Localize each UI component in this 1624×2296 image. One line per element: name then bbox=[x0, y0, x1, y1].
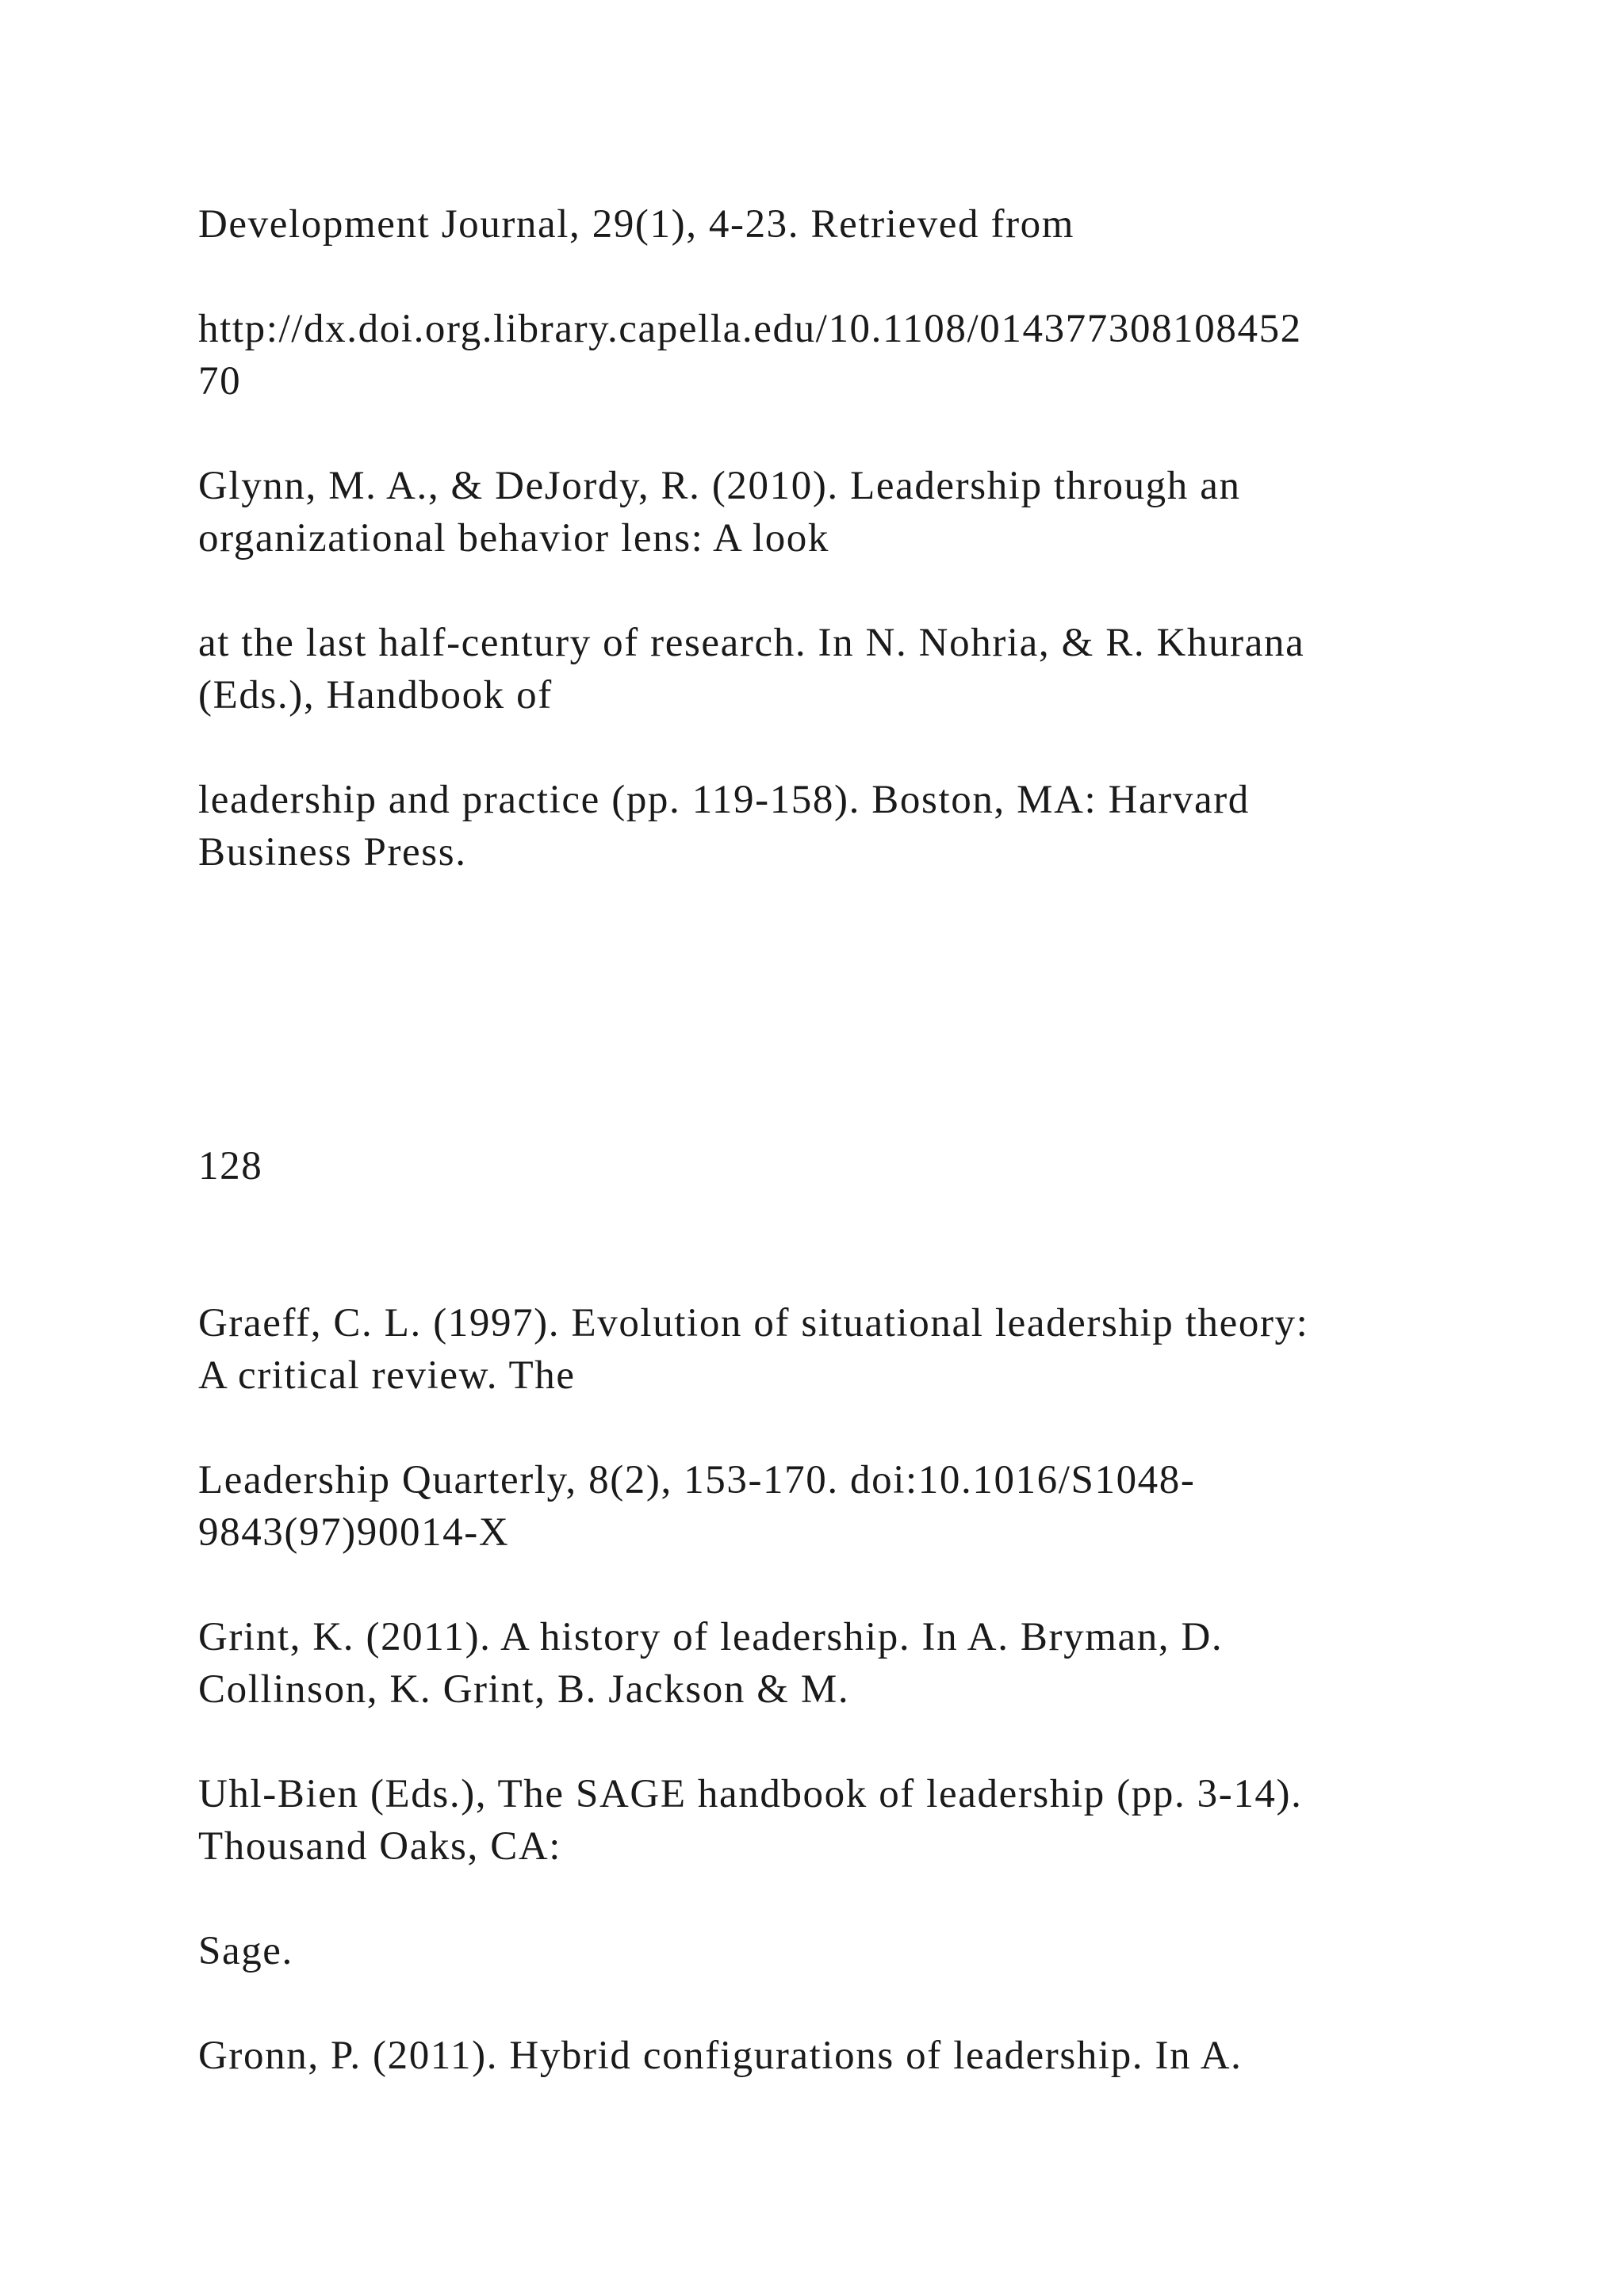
reference-glynn-dejordy-publisher bbox=[198, 774, 1546, 878]
text-line: Thousand Oaks, CA: bbox=[198, 1824, 562, 1869]
text-line: http://dx.doi.org.library.capella.edu/10.1108/014377308108452 bbox=[198, 307, 1302, 351]
text-line: Gronn, P. (2011). Hybrid configurations of leadership. In A. bbox=[198, 2034, 1243, 2078]
text-line: 9843(97)90014-X bbox=[198, 1510, 510, 1555]
text-line: 70 bbox=[198, 359, 242, 404]
reference-grint-publisher bbox=[198, 1925, 1546, 1977]
page-number bbox=[198, 1140, 1546, 1192]
reference-glynn-dejordy-continued bbox=[198, 617, 1546, 721]
text-line: Grint, K. (2011). A history of leadership. In A. Bryman, D. bbox=[198, 1615, 1224, 1659]
text-line: Uhl-Bien (Eds.), The SAGE handbook of leadership (pp. 3-14). bbox=[198, 1772, 1303, 1816]
reference-gronn bbox=[198, 2030, 1546, 2082]
text-line: Glynn, M. A., & DeJordy, R. (2010). Leadership through an bbox=[198, 464, 1241, 508]
text-line: at the last half-century of research. In N. Nohria, & R. Khurana bbox=[198, 621, 1305, 665]
reference-grint-continued bbox=[198, 1768, 1546, 1873]
reference-doi-link bbox=[198, 303, 1546, 408]
text-line: Graeff, C. L. (1997). Evolution of situational leadership theory: bbox=[198, 1301, 1309, 1345]
reference-grint bbox=[198, 1611, 1546, 1716]
text-line: leadership and practice (pp. 119-158). Boston, MA: Harvard bbox=[198, 778, 1250, 822]
reference-graeff-continued bbox=[198, 1454, 1546, 1559]
text-line: 128 bbox=[198, 1144, 263, 1188]
text-line: Collinson, K. Grint, B. Jackson & M. bbox=[198, 1667, 850, 1712]
text-line: Development Journal, 29(1), 4-23. Retrieved from bbox=[198, 202, 1075, 247]
text-line: Leadership Quarterly, 8(2), 153-170. doi:10.1016/S1048- bbox=[198, 1458, 1196, 1502]
text-line: organizational behavior lens: A look bbox=[198, 516, 830, 561]
reference-glynn-dejordy bbox=[198, 460, 1546, 564]
text-line: Business Press. bbox=[198, 830, 467, 874]
reference-graeff bbox=[198, 1297, 1546, 1402]
text-line: (Eds.), Handbook of bbox=[198, 673, 553, 718]
text-line: A critical review. The bbox=[198, 1353, 576, 1398]
text-line: Sage. bbox=[198, 1929, 293, 1973]
reference-continuation-development-journal bbox=[198, 198, 1546, 251]
